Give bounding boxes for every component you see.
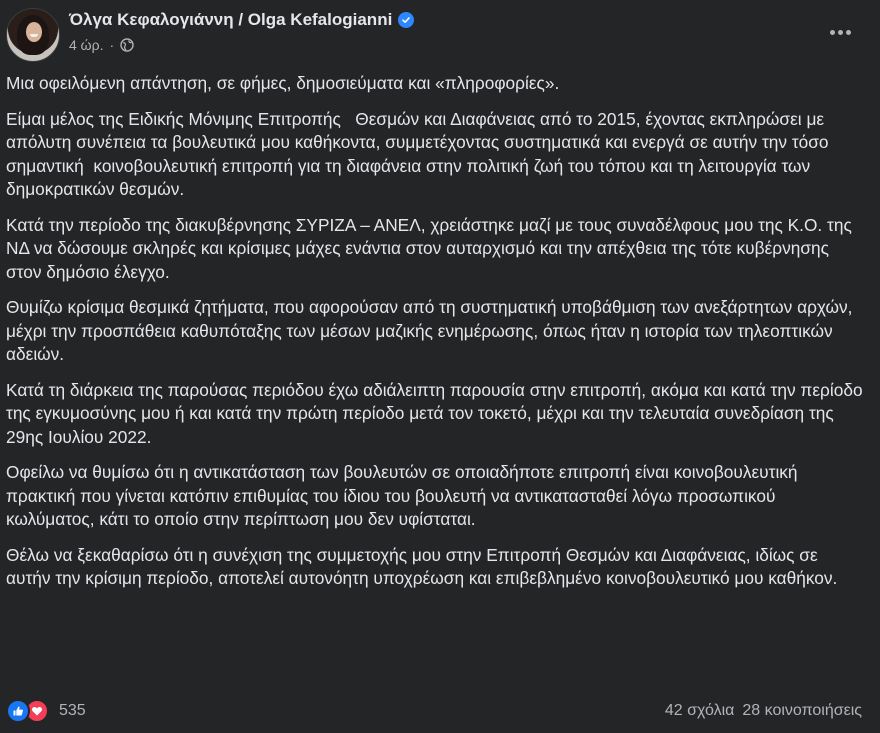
post-meta (69, 37, 134, 53)
reaction-count: 535 (59, 702, 86, 719)
shares-count[interactable]: 28 κοινοποιήσεις (742, 702, 862, 719)
post-paragraph: Οφείλω να θυμίσω ότι η αντικατάσταση των βουλευτών σε οποιαδήποτε επιτροπή είναι κοινοβουλευτική πρακτική που γίνεται κατόπιν επιθυμίας του ίδιου του βουλευτή να αντικατασταθεί λόγω προσωπικού κωλύματος, κάτι το οποίο στην περίπτωση μου δεν υφίσταται. (6, 462, 803, 529)
comments-count[interactable]: 42 σχόλια (664, 702, 735, 719)
more-options-icon[interactable] (822, 18, 858, 46)
post-footer (6, 698, 862, 724)
post-paragraph: Θέλω να ξεκαθαρίσω ότι η συνέχιση της συμμετοχής μου στην Επιτροπή Θεσμών και Διαφάνειας, ιδίως σε αυτήν την κρίσιμη περίοδο, αποτελεί αυτονόητη υποχρέωση και επιβεβλημένο κοινοβουλευτικό μου καθήκον. (6, 544, 838, 588)
author-name-row (69, 10, 414, 30)
post-paragraph: Μια οφειλόμενη απάντηση, σε φήμες, δημοσιεύματα και «πληροφορίες». (6, 73, 560, 93)
meta-separator: · (109, 37, 115, 53)
post-paragraph: Κατά τη διάρκεια της παρούσας περιόδου έχω αδιάλειπτη παρουσία στην επιτροπή, ακόμα και κατά την περίοδο της εγκυμοσύνης μου ή και κατά την πρώτη περίοδο μετά τον τοκετό, μέχρι και την τελευταία συνεδρίαση της 29ης Ιουλίου 2022. (6, 379, 868, 447)
verified-badge-icon (398, 12, 414, 28)
author-avatar[interactable] (6, 8, 60, 62)
post-header (6, 6, 868, 62)
post-paragraph: Είμαι μέλος της Ειδικής Μόνιμης Επιτροπής Θεσμών και Διαφάνειας από το 2015, έχοντας εκπληρώσει με απόλυτη συνέπεια τα βουλευτικά μου καθήκοντα, συμμετέχοντας συστηματικά και ενεργά σε αυτήν την τόσο σημαντική κοινοβουλευτική επιτροπή για τη διαφάνεια στην πολιτική ζωή του τόπου και τη λειτουργία των δημοκρατικών θεσμών. (6, 108, 834, 199)
engagement-counts (665, 702, 862, 720)
post-paragraph: Θυμίζω κρίσιμα θεσμικά ζητήματα, που αφορούσαν από τη συστηματική υποβάθμιση των ανεξάρτητων αρχών, μέχρι την προσπάθεια καθυπόταξης των μέσων μαζικής ενημέρωσης, όπως ήταν η ιστορία των τηλεοπτικών αδειών. (6, 297, 858, 364)
post-timestamp[interactable]: 4 ώρ. (69, 37, 104, 53)
like-reaction-icon (6, 699, 30, 723)
reactions-summary[interactable] (6, 699, 86, 723)
author-name[interactable]: Όλγα Κεφαλογιάννη / Olga Kefalogianni (69, 10, 393, 29)
globe-icon[interactable] (120, 38, 134, 52)
post-paragraph: Κατά την περίοδο της διακυβέρνησης ΣΥΡΙΖΑ – ΑΝΕΛ, χρειάστηκε μαζί με τους συναδέλφους μου της Κ.Ο. της ΝΔ να δώσουμε σκληρές και κρίσιμες μάχες ενάντια στον αυταρχισμό και την απέχθεια της τότε κυβέρνησης στον δημόσιο έλεγχο. (6, 214, 857, 282)
post-body (6, 72, 868, 603)
